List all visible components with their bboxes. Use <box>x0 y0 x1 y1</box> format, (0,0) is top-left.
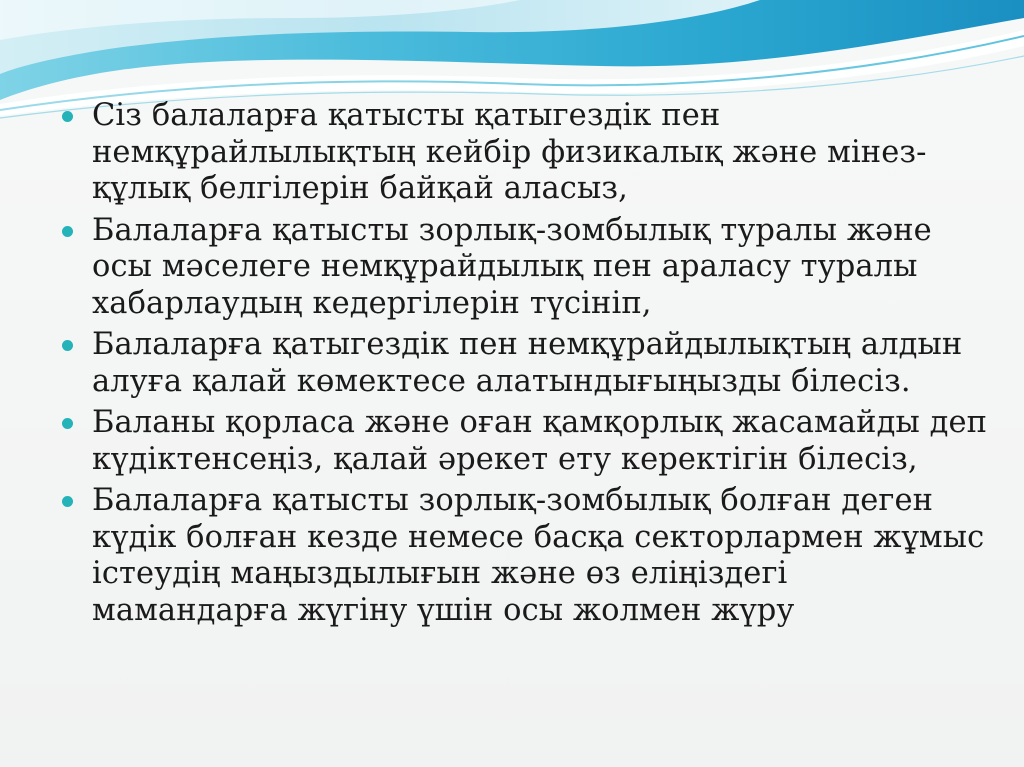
bullet-dot-icon <box>62 111 73 122</box>
bullet-item <box>62 213 992 323</box>
bullet-dot-icon <box>62 226 73 237</box>
bullet-text: Балаларға қатыгездік пен немқұрайдылықтың алдын алуға қалай көмектесе алатындығыңызды білесіз. <box>92 327 963 399</box>
bullet-item <box>62 98 992 208</box>
bullet-text: Балаларға қатысты зорлық-зомбылық болған деген күдік болған кезде немесе басқа секторлармен жұмыс істеудің маңыздылығын және өз еліңіздегі мамандарға жүгіну үшін осы жолмен жүру <box>92 483 985 628</box>
bullet-text: Балаларға қатысты зорлық-зомбылық туралы және осы мәселеге немқұрайдылық пен араласу туралы хабарлаудың кедергілерін түсініп, <box>92 212 932 321</box>
bullet-text: Сіз балаларға қатысты қатыгездік пен немқұрайлылықтың кейбір физикалық және мінез-құлық белгілерін байқай аласыз, <box>92 98 927 206</box>
bullet-item <box>62 405 992 478</box>
bullet-dot-icon <box>62 496 73 507</box>
bullet-dot-icon <box>62 418 73 429</box>
bullet-list <box>62 98 992 629</box>
bullet-item <box>62 483 992 629</box>
bullet-dot-icon <box>62 340 73 351</box>
slide-body <box>62 98 992 634</box>
bullet-text: Баланы қорласа және оған қамқорлық жасамайды деп күдіктенсеңіз, қалай әрекет ету керектігін білесіз, <box>92 405 988 477</box>
bullet-item <box>62 327 992 400</box>
